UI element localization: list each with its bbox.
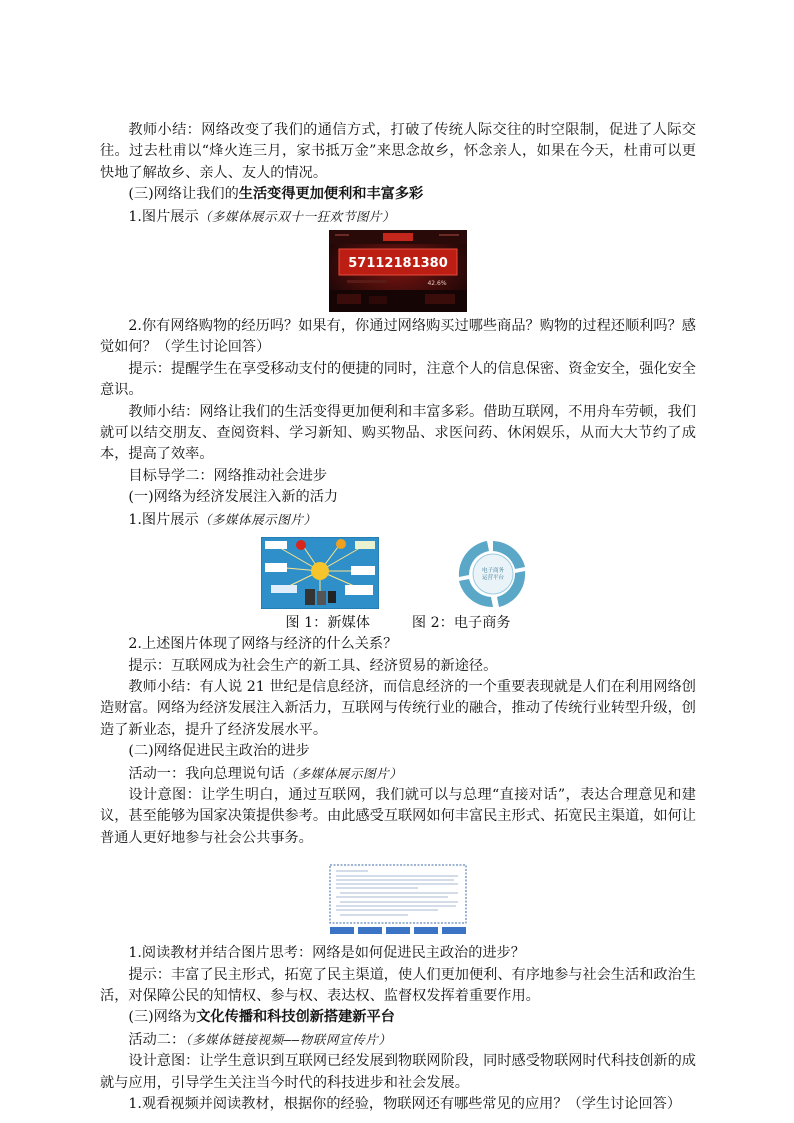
- hint-economy: 提示：互联网成为社会生产的新工具、经济贸易的新途径。: [128, 657, 498, 674]
- picture-display-1: [100, 206, 696, 228]
- question-economy: 2.上述图片体现了网络与经济的什么关系？: [128, 636, 398, 653]
- design-intent-1: 设计意图：让学生明白，通过互联网，我们就可以与总理“直接对话”，表达合理意见和建议，甚至能够为国家决策提供参考。由此感受互联网如何丰富民主形式、拓宽民主渠道，如何让普通人更好地参与社会公共事务。: [100, 786, 696, 846]
- activity-1: [100, 763, 696, 785]
- multimedia-note: （多媒体展示图片）: [284, 765, 403, 781]
- multimedia-note: （多媒体链接视频——物联网宣传片）: [185, 1031, 392, 1047]
- section-heading-democracy: (二)网络促进民主政治的进步: [128, 743, 310, 760]
- hint-democracy: 提示：丰富了民主形式，拓宽了民主渠道，使人们更加便利、有序地参与社会生活和政治生活，对保障公民的知情权、参与权、表达权、监督权发挥着重要作用。: [100, 966, 696, 1004]
- figure-2-caption: 图 2：电子商务: [411, 615, 511, 632]
- heading-prefix: (三)网络让我们的: [128, 186, 239, 203]
- question-online-shopping: 2.你有网络购物的经历吗？如果有，你通过网络购买过哪些商品？购物的过程还顺利吗？感觉如何？（学生讨论回答）: [100, 318, 696, 356]
- teacher-summary-1: 教师小结：网络改变了我们的通信方式，打破了传统人际交往的时空限制，促进了人际交往。过去杜甫以“烽火连三月，家书抵万金”来思念故乡，怀念亲人，如果在今天，杜甫可以更快地了解故乡、亲人、友人的情况。: [100, 122, 696, 181]
- premier-message-image: [328, 863, 468, 937]
- section-heading-culture: [100, 1007, 696, 1028]
- figure-1-caption: 图 1：新媒体: [285, 615, 370, 632]
- heading-bold-part: 生活变得更加便利和丰富多彩: [238, 186, 424, 203]
- activity-label: 活动二：: [128, 1031, 186, 1048]
- multimedia-note: （多媒体展示图片）: [198, 511, 317, 527]
- hint-payment-safety: 提示：提醒学生在享受移动支付的便捷的同时，注意个人的信息保密、资金安全，强化安全意识。: [100, 360, 696, 399]
- picture-display-label: 1.图片展示: [128, 208, 199, 225]
- e-commerce-image: [451, 537, 535, 613]
- figure-captions: [100, 613, 696, 634]
- sales-counter-percent: 42.6%: [427, 280, 447, 288]
- teacher-summary-2: 教师小结：网络让我们的生活变得更加便利和丰富多彩。借助互联网，不用舟车劳顿，我们就可以结交朋友、查阅资料、学习新知、购买物品、求医问药、休闲娱乐，从而大大节约了成本，提高了效率。: [100, 403, 696, 463]
- question-iot: 1.观看视频并阅读教材，根据你的经验，物联网还有哪些常见的应用？（学生讨论回答）: [128, 1096, 682, 1112]
- sales-counter-digits: 57112181380: [348, 256, 448, 272]
- teacher-summary-economy: 教师小结：有人说 21 世纪是信息经济，而信息经济的一个重要表现就是人们在利用网络创造财富。网络为经济发展注入新活力，互联网与传统行业的融合，推动了传统行业转型升级，创造了新业态，提升了经济发展水平。: [100, 678, 696, 738]
- goal-heading-2: 目标导学二：网络推动社会进步: [128, 467, 328, 484]
- e-commerce-center-label-2: 运营平台: [481, 575, 505, 582]
- double-eleven-image: [329, 230, 467, 312]
- e-commerce-center-label: 电子商务: [481, 568, 505, 575]
- section-heading-economy: (一)网络为经济发展注入新的活力: [128, 489, 339, 506]
- question-democracy: 1.阅读教材并结合图片思考：网络是如何促进民主政治的进步？: [128, 945, 525, 962]
- new-media-image: [261, 537, 379, 609]
- picture-display-label: 1.图片展示: [128, 511, 199, 528]
- heading-bold-part: 文化传播和科技创新搭建新平台: [196, 1009, 395, 1026]
- activity-label: 活动一：我向总理说句话: [128, 765, 285, 782]
- picture-display-2: [100, 509, 696, 531]
- document-page: [100, 120, 696, 1115]
- section-heading-convenience: [100, 184, 696, 205]
- activity-2: [100, 1029, 696, 1051]
- design-intent-2: 设计意图：让学生意识到互联网已经发展到物联网阶段，同时感受物联网时代科技创新的成就与应用，引导学生关注当今时代的科技进步和社会发展。: [100, 1053, 696, 1091]
- heading-prefix: (三)网络为: [128, 1009, 197, 1026]
- multimedia-note: （多媒体展示双十一狂欢节图片）: [198, 208, 396, 224]
